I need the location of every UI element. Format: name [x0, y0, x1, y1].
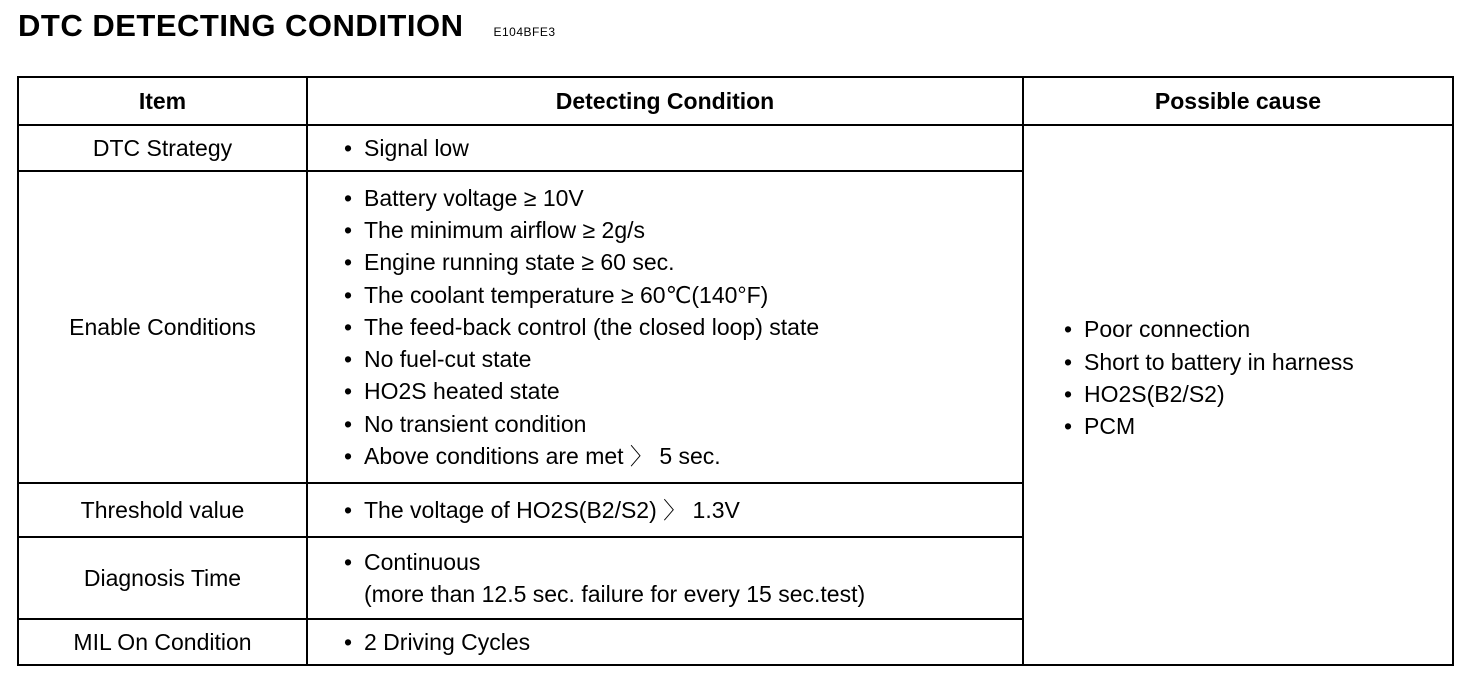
condition-item: • 2 Driving Cycles — [344, 626, 1022, 658]
document-code: E104BFE3 — [493, 25, 556, 39]
condition-item: • The voltage of HO2S(B2/S2) 〉 1.3V — [344, 494, 1022, 526]
condition-item: • The minimum airflow ≥ 2g/s — [344, 214, 1022, 246]
condition-item: • No transient condition — [344, 408, 1022, 440]
condition-continuation: (more than 12.5 sec. failure for every 15 sec.test) — [364, 581, 866, 608]
condition-item: • The feed-back control (the closed loop) state — [344, 311, 1022, 343]
condition-item: • Continuous — [344, 546, 1022, 578]
condition-item: • No fuel-cut state — [344, 343, 1022, 375]
dtc-condition-table — [17, 76, 1454, 666]
condition-item: • HO2S heated state — [344, 375, 1022, 407]
possible-cause-cell — [1023, 125, 1453, 665]
table-row-dtc-strategy — [18, 125, 1453, 171]
header-possible-cause: Possible cause — [1023, 77, 1453, 125]
condition-enable-conditions — [307, 171, 1023, 483]
condition-dtc-strategy — [307, 125, 1023, 171]
item-enable-conditions: Enable Conditions — [18, 171, 307, 483]
condition-item: • Signal low — [344, 132, 1022, 164]
header-item: Item — [18, 77, 307, 125]
table-header-row — [18, 77, 1453, 125]
item-threshold-value: Threshold value — [18, 483, 307, 537]
condition-item: • Above conditions are met 〉 5 sec. — [344, 440, 1022, 472]
page-heading — [18, 8, 556, 44]
header-detecting-condition: Detecting Condition — [307, 77, 1023, 125]
item-mil-on-condition: MIL On Condition — [18, 619, 307, 665]
condition-mil-on-condition — [307, 619, 1023, 665]
item-dtc-strategy: DTC Strategy — [18, 125, 307, 171]
cause-item: • Poor connection — [1064, 313, 1452, 345]
condition-item: • Engine running state ≥ 60 sec. — [344, 246, 1022, 278]
condition-threshold-value — [307, 483, 1023, 537]
condition-item: • The coolant temperature ≥ 60℃(140°F) — [344, 279, 1022, 311]
cause-item: • HO2S(B2/S2) — [1064, 378, 1452, 410]
condition-item: • Battery voltage ≥ 10V — [344, 182, 1022, 214]
item-diagnosis-time: Diagnosis Time — [18, 537, 307, 619]
page-title: DTC DETECTING CONDITION — [18, 8, 464, 43]
condition-diagnosis-time — [307, 537, 1023, 619]
cause-item: • Short to battery in harness — [1064, 346, 1452, 378]
cause-item: • PCM — [1064, 410, 1452, 442]
